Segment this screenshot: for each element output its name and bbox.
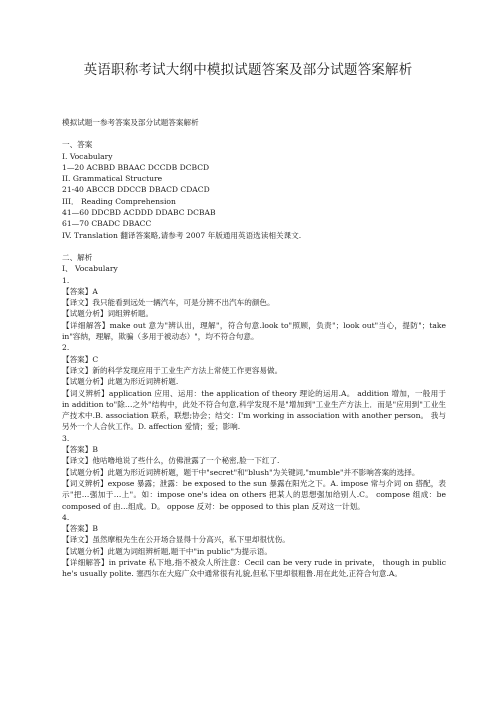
translation-text: 【译文】我只能看到远处一辆汽车，可是分辨不出汽车的颜色。 (62, 298, 275, 308)
question-number: 1. (62, 275, 70, 285)
subtitle: 模拟试题一参考答案及部分试题答案解析 (62, 118, 199, 127)
question-item (62, 342, 446, 432)
analysis-heading: 二、解析 (62, 252, 93, 262)
question-item (62, 433, 446, 512)
document-body (62, 117, 446, 580)
translation-text: 【译文】虽然摩根先生在公开场合显得十分高兴，私下里却很忧伤。 (62, 535, 290, 545)
question-number: 3. (62, 433, 70, 443)
answer-line: IV. Translation 翻译答案略,请参考 2007 年版通用英语选读相关课文. (62, 230, 302, 240)
detail-text: 【词义辨析】application 应用、运用：the application of theory 理论的运用.A。 addition 增加，一般用于 in addition to"除…之外"结构中，此处不符合句意,科学发现不是"增加到"工业生产方法上．而是"应用到"工业生产技术中.B. association 联系，联想;协会；结交：I'm working in association with another person。 我与另外一个人合伙工作。D. affection 爱情；爱；影响. (62, 388, 446, 432)
answer-line: 1—20 ACBBD BBAAC DCCDB DCBCD (62, 162, 210, 172)
answer-label: 【答案】B (62, 524, 98, 534)
answer-label: 【答案】B (62, 445, 98, 455)
analysis-text: 【试题分析】此题为词组辨析题,题干中"in public"为提示语。 (62, 546, 272, 556)
analysis-text: 【试题分析】词组辨析题。 (62, 309, 154, 319)
translation-text: 【译文】新的科学发现应用于工业生产方法上常使工作更容易做。 (62, 365, 283, 375)
question-item (62, 512, 446, 580)
detail-text: 【详细解答】make out 意为"辨认出，理解"，符合句意.look to"照顾，负责"；look out"当心，提防"；take in"容纳，理解，欺骗（多用于被动态）"，均不符合句意。 (62, 320, 446, 342)
answer-line: 41—60 DDCBD ACDDD DDABC DCBAB (62, 208, 216, 218)
question-item (62, 275, 446, 343)
answer-label: 【答案】A (62, 286, 98, 296)
question-number: 2. (62, 343, 70, 353)
answer-line: 61—70 CBADC DBACC (62, 219, 152, 229)
answer-label: 【答案】C (62, 354, 99, 364)
analysis-text: 【试题分析】此题为形近词辨析题，题干中"secret"和"blush"为关键词,"mumble"并不影响答案的选择。 (62, 467, 420, 477)
document-title: 英语职称考试大纲中模拟试题答案及部分试题答案解析 (83, 62, 413, 78)
analysis-text: 【试题分析】此题为形近词辨析题. (62, 377, 179, 387)
answers-heading: 一、答案 (62, 140, 93, 150)
answer-line: II. Grammatical Structure (62, 174, 163, 184)
answer-line: I. Vocabulary (62, 151, 113, 161)
answer-line: III． Reading Comprehension (62, 196, 176, 206)
section-heading: I、 Vocabulary (62, 264, 118, 274)
question-number: 4. (62, 512, 70, 522)
detail-text: 【详细解答】in private 私下地,指不被众人所注意：Cecil can be very rude in private， though in public he's usually polite. 塞西尔在大庭广众中通常很有礼貌,但私下里却很粗鲁.用在此处,正符合句意.A。 (62, 557, 446, 579)
translation-text: 【译文】他咕噜地说了些什么，仿佛泄露了一个秘密,脸一下红了. (62, 456, 280, 466)
detail-text: 【词义辨析】expose 暴露；泄露：be exposed to the sun 暴露在阳光之下。A. impose 常与介词 on 搭配，表示"把…强加于…上"。如：impose one's idea on others 把某人的思想强加给别人.C。 compose 组成：be composed of 由…组成。D。 oppose 反对：be opposed to this plan 反对这一计划。 (62, 478, 446, 511)
answer-line: 21-40 ABCCB DDCCB DBACD CDACD (62, 185, 210, 195)
